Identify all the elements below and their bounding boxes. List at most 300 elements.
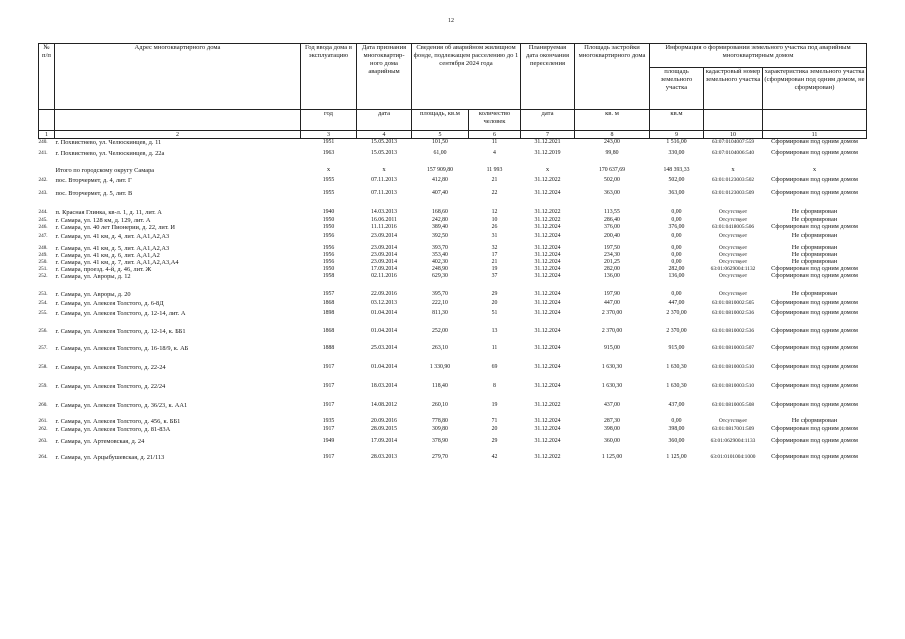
row-number: 248. [38,244,48,251]
row-land-char: Сформирован под одним домом [771,264,858,272]
row-address: г. Самара, ул. Алексея Толстого, д. 36/23, к. АА1 [55,401,188,409]
row-address: пос. Вторчермет, д. 5, лит. В [55,189,133,197]
table-row [39,150,867,167]
row-date: 07.11.2013 [371,176,397,183]
unit-sqm: кв. м [575,110,650,131]
row-plan-date: 31.12.2024 [534,251,561,258]
row-land-char: Не сформирован [791,416,838,424]
row-year: 1940 [322,208,335,215]
row-land-area: 447,00 [668,299,685,306]
column-number: 10 [704,131,763,139]
unit-count: количество человек [469,110,521,131]
row-land-area: 1 630,30 [666,382,687,389]
row-people: 26 [491,223,498,230]
column-number: 1 [39,131,55,139]
row-built-area: 398,00 [604,425,620,432]
row-number: 243. [38,189,48,196]
row-built-area: 234,30 [604,251,620,258]
row-built-area: 447,00 [604,299,620,306]
row-area: 61,00 [433,149,447,156]
row-plan-date: 31.12.2024 [534,417,561,424]
row-cadastral: 63:01:0123003:509 [711,189,755,196]
table-row [39,402,867,418]
row-plan-date: 31.12.2024 [534,344,561,351]
row-built-area: 243,00 [604,139,620,145]
row-people: 11 [491,139,498,145]
table-row [39,217,867,224]
row-number: 249. [38,251,48,258]
row-year: 1917 [322,382,335,389]
table-row [39,418,867,426]
row-cadastral: 63:01:0123003:502 [711,176,755,183]
row-year: 1956 [322,251,335,258]
column-number: 2 [55,131,301,139]
row-date: 15.05.2013 [370,149,398,156]
row-cadastral: Отсутствует [718,417,748,424]
row-built-area: 376,00 [604,223,620,230]
row-land-area: 1 630,30 [666,363,687,370]
row-cadastral: 63:01:0810003:507 [711,344,755,351]
row-date: 20.09.2016 [370,417,398,424]
row-plan-date: 31.12.2024 [534,265,561,272]
row-year: 1955 [322,176,335,183]
row-number: 253. [38,290,48,297]
row-date: 23.09.2014 [370,244,398,251]
row-people: 8 [493,382,496,389]
row-people: 37 [491,272,498,279]
table-row [39,273,867,291]
row-built-area: 1 630,30 [601,363,623,370]
row-area: 263,10 [432,344,448,351]
row-date: x [382,165,386,173]
row-land-char: Сформирован под одним домом [771,188,858,196]
row-address: г. Самара, ул. 41 км, д. 4, лит. А,А1,А2,А3 [55,232,170,240]
column-number: 11 [763,131,867,139]
row-address: г. Самара, ул. Алексея Толстого, д. 81-83А [55,425,171,433]
table-row [39,245,867,252]
row-land-area: 915,00 [668,344,685,351]
total-row [39,167,867,177]
row-people: 17 [491,251,498,258]
row-people: 21 [491,258,498,265]
row-address: г. Самара, ул. 41 км, д. 7, лит. А,А1,А2,А3,А4 [55,258,179,266]
row-built-area: 437,00 [604,401,620,408]
row-number: 241. [38,149,48,156]
row-cadastral: Отсутствует [718,232,748,239]
column-number: 9 [650,131,704,139]
row-date: 14.03.2013 [370,208,398,215]
row-date: 23.09.2014 [370,258,398,265]
row-number: 255. [38,309,48,316]
unit-address-blank [55,110,301,131]
row-address: г. Похвистнево, ул. Челюскинцев, д. 22а [55,149,165,157]
row-area: 353,40 [432,251,448,258]
row-plan-date: 31.12.2024 [534,244,561,251]
row-plan-date: 31.12.2022 [534,401,561,408]
row-cadastral: Отсутствует [718,272,748,279]
row-built-area: 286,40 [604,216,620,223]
row-area: 778,80 [432,417,448,424]
row-land-area: 376,00 [668,223,685,230]
row-year: 1935 [322,417,335,424]
column-number-row [39,131,867,139]
row-area: 260,10 [432,401,448,408]
row-year: 1950 [322,265,335,272]
row-people: 51 [491,309,498,316]
row-land-area: 1 125,00 [666,453,687,460]
row-land-char: x [812,165,817,173]
row-number: 258. [38,363,48,370]
row-plan-date: 31.12.2024 [534,425,561,432]
unit-area: площадь, кв.м [412,110,469,131]
row-date: 01.04.2014 [370,309,398,316]
row-people: 13 [491,327,498,334]
unit-year: год [301,110,357,131]
row-area: 252,00 [432,327,448,334]
table-header-grid [38,43,867,131]
row-area: 407,40 [432,189,448,196]
table-row [39,252,867,259]
row-plan-date: 31.12.2024 [534,189,561,196]
row-people: 11 [491,344,498,351]
row-address: пос. Вторчермет, д. 4, лит. Г [55,176,132,184]
header-built-area: Площадь застройки многоквартирного дома [575,44,650,110]
row-address: г. Самара, ул. Алексея Толстого, д. 6-8Д [55,299,164,307]
row-area: 393,70 [432,244,448,251]
header-year: Год ввода дома в эксплуатацию [301,44,357,110]
row-cadastral: 63:01:0817001:509 [711,425,755,432]
row-date: 11.11.2016 [371,223,397,230]
row-area: 389,40 [432,223,448,230]
header-land-info: Информация о формировании земельного участка под аварийным многоквартирным домом [650,44,867,68]
row-address: г. Самара, ул. Алексея Толстого, д. 16-18/9, к. АБ [55,344,189,352]
row-number: 259. [38,382,48,389]
row-number: 247. [38,232,48,239]
row-address: г. Самара, ул. Авроры, д. 12 [55,272,131,280]
row-built-area: 99,80 [605,149,619,156]
row-land-char: Сформирован под одним домом [771,298,858,306]
row-built-area: 2 370,00 [601,327,623,334]
row-number: 240. [38,139,48,145]
unit-land-sqm: кв.м [650,110,704,131]
table-row [39,426,867,438]
row-number: 261. [38,417,48,424]
row-built-area: 197,90 [604,290,620,297]
row-address: г. Самара, ул. Алексея Толстого, д. 456, к. ББ1 [55,417,181,425]
row-date: 23.09.2014 [370,232,398,239]
table-row [39,190,867,209]
row-plan-date: 31.12.2024 [534,223,561,230]
row-number: 246. [38,223,48,230]
row-plan-date: 31.12.2024 [534,382,561,389]
row-land-char: Сформирован под одним домом [771,452,858,460]
row-area: 248,90 [432,265,448,272]
row-people: 42 [491,453,498,460]
row-land-char: Сформирован под одним домом [771,381,858,389]
row-number: 264. [38,453,48,460]
row-cadastral: 63:01:0810005:508 [711,401,755,408]
row-land-area: 0,00 [671,417,682,424]
row-people: 21 [491,176,498,183]
row-cadastral: Отсутствует [718,216,748,223]
row-year: 1955 [322,189,335,196]
row-land-area: 1 516,00 [666,139,687,145]
row-year: x [326,165,331,173]
column-number: 5 [412,131,469,139]
row-year: 1868 [322,327,335,334]
row-address: г. Самара, проезд. 4-й, д. 46, лит. Ж [55,265,152,273]
row-cadastral: Отсутствует [718,208,748,215]
header-land-area: площадь земельного участка [650,68,704,110]
row-date: 18.03.2014 [370,382,398,389]
unit-char-blank [763,110,867,131]
table-row [39,291,867,300]
row-plan-date: 31.12.2024 [534,299,561,306]
row-cadastral: 63:01:0810002:536 [711,309,755,316]
row-land-area: 0,00 [671,208,682,215]
row-built-area: 360,00 [604,437,620,444]
row-area: 309,80 [432,425,448,432]
row-built-area: 502,00 [604,176,620,183]
row-land-area: 0,00 [671,290,682,297]
row-land-char: Не сформирован [791,231,838,239]
row-cadastral: 63:01:0810003:510 [711,363,755,370]
row-land-area: 0,00 [671,251,682,258]
row-people: 29 [491,437,498,444]
row-cadastral: Отсутствует [718,290,748,297]
header-num: № п/п [39,44,55,110]
row-land-char: Не сформирован [791,207,838,215]
row-plan-date: 31.12.2021 [534,139,561,145]
row-built-area: 282,00 [604,265,620,272]
row-land-area: 363,00 [668,189,685,196]
row-land-area: 0,00 [671,244,682,251]
column-number: 4 [357,131,412,139]
row-people: 69 [491,363,498,370]
row-land-area: 0,00 [671,258,682,265]
row-date: 16.06.2011 [371,216,397,223]
row-date: 17.09.2014 [370,437,398,444]
row-year: 1950 [322,223,335,230]
unit-plan-date: дата [521,110,575,131]
row-date: 25.03.2014 [370,344,398,351]
row-address: г. Похвистнево, ул. Челюскинцев, д. 11 [55,139,162,146]
row-date: 28.03.2013 [370,453,398,460]
table-row [39,209,867,217]
row-built-area: 363,00 [604,189,620,196]
table-row [39,364,867,383]
row-address: г. Самара, ул. Алексея Толстого, д. 12-14, к. ББ1 [55,327,186,335]
row-area: 395,70 [432,290,448,297]
row-cadastral: Отсутствует [718,251,748,258]
row-land-char: Сформирован под одним домом [771,436,858,444]
row-date: 07.11.2013 [371,189,397,196]
row-area: 118,40 [432,382,448,389]
column-number: 7 [521,131,575,139]
row-address: г. Самара, ул. Артемовская, д. 24 [55,437,145,445]
row-number: 244. [38,208,48,215]
page-number: 12 [448,18,454,24]
row-land-area: 0,00 [671,232,682,239]
row-plan-date: 31.12.2024 [534,232,561,239]
row-year: 1963 [322,149,335,156]
row-year: 1956 [322,232,335,239]
table-row [39,328,867,345]
row-address: п. Красная Глинка, кв-л. 1, д. 11, лит. А [55,208,162,216]
table-row [39,259,867,266]
table-row [39,233,867,245]
row-date: 01.04.2014 [370,363,398,370]
row-cadastral: 63:01:0418005:506 [711,223,755,230]
row-built-area: 200,40 [604,232,620,239]
header-address: Адрес многоквартирного дома [55,44,301,110]
row-cadastral: 63:07:0104007:559 [711,139,755,145]
column-number: 6 [469,131,521,139]
row-people: 11 993 [486,166,503,173]
table-row [39,454,867,472]
row-number: 245. [38,216,48,223]
row-address: г. Самара, ул. Алексея Толстого, д. 22-24 [55,363,166,371]
row-address: Итого по городскому округу Самара [55,166,155,174]
row-built-area: 201,25 [604,258,620,265]
row-land-char: Сформирован под одним домом [771,343,858,351]
row-area: 811,30 [432,309,448,316]
row-area: 157 909,80 [426,166,454,173]
row-plan-date: 31.12.2024 [534,258,561,265]
row-people: 20 [491,299,498,306]
row-built-area: 1 630,30 [601,382,623,389]
row-year: 1898 [322,309,335,316]
row-people: 12 [491,208,498,215]
row-plan-date: x [545,165,550,173]
row-number: 251. [38,265,48,272]
row-address: г. Самара, ул. Алексея Толстого, д. 22/24 [55,382,166,390]
row-plan-date: 31.12.2024 [534,363,561,370]
table-body [38,130,867,472]
row-land-char: Сформирован под одним домом [771,326,858,334]
header-land-char: характеристика земельного участка (сформирован под одним домом, не сформирован) [763,68,867,110]
row-built-area: 915,00 [604,344,620,351]
row-built-area: 197,50 [604,244,620,251]
row-plan-date: 31.12.2022 [534,216,561,223]
row-number: 262. [38,425,48,432]
row-address: г. Самара, ул. 128 км, д. 129, лит. А [55,216,151,224]
row-cadastral: x [731,165,735,173]
row-land-area: 502,00 [668,176,685,183]
row-land-area: 330,00 [668,149,685,156]
row-land-area: 2 370,00 [666,327,687,334]
row-people: 71 [491,417,498,424]
unit-num-blank [39,110,55,131]
row-year: 1917 [322,363,335,370]
row-date: 02.11.2016 [371,272,397,279]
row-area: 402,30 [432,258,448,265]
row-land-char: Сформирован под одним домом [771,175,858,183]
row-date: 28.09.2015 [370,425,398,432]
row-year: 1950 [322,216,335,223]
row-plan-date: 31.12.2024 [534,290,561,297]
row-cadastral: 63:01:0629004:1132 [710,265,756,272]
row-area: 168,60 [432,208,448,215]
row-year: 1949 [322,437,335,444]
row-built-area: 1 125,00 [601,453,623,460]
row-cadastral: Отсутствует [718,244,748,251]
row-land-area: 360,00 [668,437,685,444]
row-people: 31 [491,232,498,239]
row-cadastral: 63:01:0810002:505 [711,299,755,306]
row-land-char: Сформирован под одним домом [771,271,858,279]
row-number: 250. [38,258,48,265]
row-date: 15.05.2013 [370,139,398,145]
header-emergency-fund: Сведения об аварийном жилищном фонде, подлежащем расселению до 1 сентября 2024 года [412,44,521,110]
row-plan-date: 31.12.2024 [534,272,561,279]
header-date-emergency: Дата признания многоквартир-ного дома аварийным [357,44,412,110]
row-people: 32 [491,244,498,251]
row-land-area: 2 370,00 [666,309,687,316]
row-land-char: Не сформирован [791,250,838,258]
row-land-char: Сформирован под одним домом [771,138,858,145]
row-date: 23.09.2014 [370,251,398,258]
table-row [39,383,867,402]
row-year: 1917 [322,425,335,432]
row-built-area: 136,00 [604,272,620,279]
row-cadastral: 63:01:0810002:536 [711,327,755,334]
row-cadastral: 63:07:0104006:540 [711,149,755,156]
row-area: 101,50 [432,139,448,145]
row-date: 03.12.2013 [370,299,398,306]
row-built-area: 2 370,00 [601,309,623,316]
row-plan-date: 31.12.2019 [534,149,561,156]
row-plan-date: 31.12.2024 [534,437,561,444]
row-area: 412,80 [432,176,448,183]
row-area: 222,10 [432,299,448,306]
row-people: 10 [491,216,498,223]
table-row [39,224,867,233]
row-year: 1956 [322,258,335,265]
row-address: г. Самара, ул. 41 км, д. 5, лит. А,А1,А2,А3 [55,244,170,252]
row-people: 20 [491,425,498,432]
row-land-area: 136,00 [668,272,685,279]
row-number [39,167,55,177]
table-row [39,310,867,328]
row-people: 22 [491,189,498,196]
row-land-area: 437,00 [668,401,685,408]
row-land-char: Сформирован под одним домом [771,362,858,370]
row-number: 263. [38,437,48,444]
row-year: 1956 [322,244,335,251]
row-land-char: Сформирован под одним домом [771,148,858,156]
row-land-char: Не сформирован [791,243,838,251]
table-row [39,177,867,190]
row-plan-date: 31.12.2022 [534,208,561,215]
row-land-char: Не сформирован [791,289,838,297]
row-year: 1958 [322,272,335,279]
row-year: 1868 [322,299,335,306]
unit-cad-blank [704,110,763,131]
row-cadastral: 63:01:0810003:510 [711,382,755,389]
column-number: 3 [301,131,357,139]
row-land-char: Сформирован под одним домом [771,424,858,432]
row-built-area: 113,55 [604,208,620,215]
row-address: г. Самара, ул. Алексея Толстого, д. 12-14, лит. А [55,309,186,317]
row-plan-date: 31.12.2022 [534,453,561,460]
header-cadastral: кадастровый номер земельного участка [704,68,763,110]
row-number: 252. [38,272,48,279]
row-area: 279,70 [432,453,448,460]
row-address: г. Самара, ул. Авроры, д. 20 [55,290,131,298]
column-number: 8 [575,131,650,139]
row-number: 256. [38,327,48,334]
